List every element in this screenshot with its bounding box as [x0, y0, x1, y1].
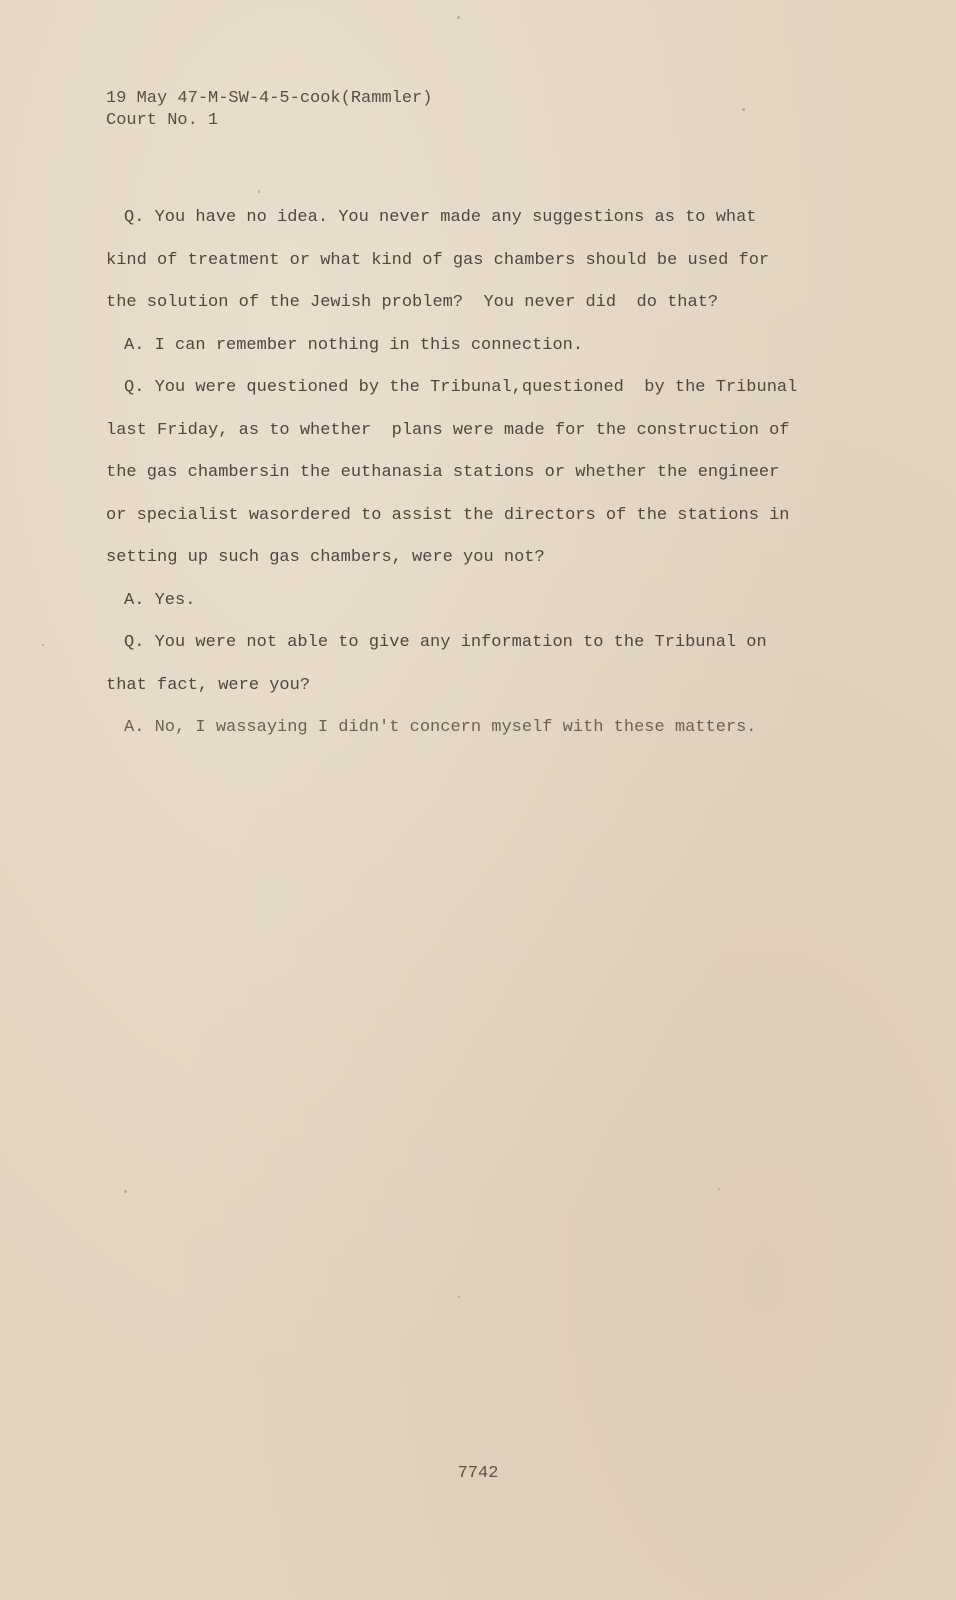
document-header [106, 88, 432, 132]
transcript-line: A. No, I wassaying I didn't concern myself with these matters. [124, 718, 757, 737]
transcript-line: A. Yes. [124, 590, 196, 610]
paper-speck [742, 108, 745, 111]
transcript-line: A. I can remember nothing in this connection. [124, 335, 584, 355]
paper-speck [457, 16, 460, 19]
header-court-line: Court No. 1 [106, 111, 219, 130]
transcript-line: last Friday, as to whether plans were made for the construction of [106, 420, 790, 440]
transcript-line: kind of treatment or what kind of gas chambers should be used for [106, 250, 770, 270]
page-number: 7742 [457, 1464, 499, 1483]
transcript-line: the solution of the Jewish problem? You never did do that? [106, 293, 719, 312]
paper-speck [458, 1296, 460, 1298]
transcript-line: Q. You were not able to give any information to the Tribunal on [124, 633, 767, 652]
transcript-line: Q. You were questioned by the Tribunal,questioned by the Tribunal [124, 378, 798, 397]
paper-speck [124, 1190, 127, 1193]
header-session-line: 19 May 47-M-SW-4-5-cook(Rammler) [106, 89, 433, 108]
paper-speck [718, 1188, 720, 1190]
transcript-body [106, 204, 826, 757]
transcript-line: that fact, were you? [106, 675, 311, 695]
paper-speck [258, 190, 260, 193]
transcript-line: the gas chambersin the euthanasia stations or whether the engineer [106, 463, 780, 482]
transcript-line: Q. You have no idea. You never made any suggestions as to what [124, 208, 757, 227]
paper-speck [42, 644, 44, 646]
transcript-line: or specialist wasordered to assist the directors of the stations in [106, 505, 790, 525]
transcript-line: setting up such gas chambers, were you not? [106, 548, 545, 567]
